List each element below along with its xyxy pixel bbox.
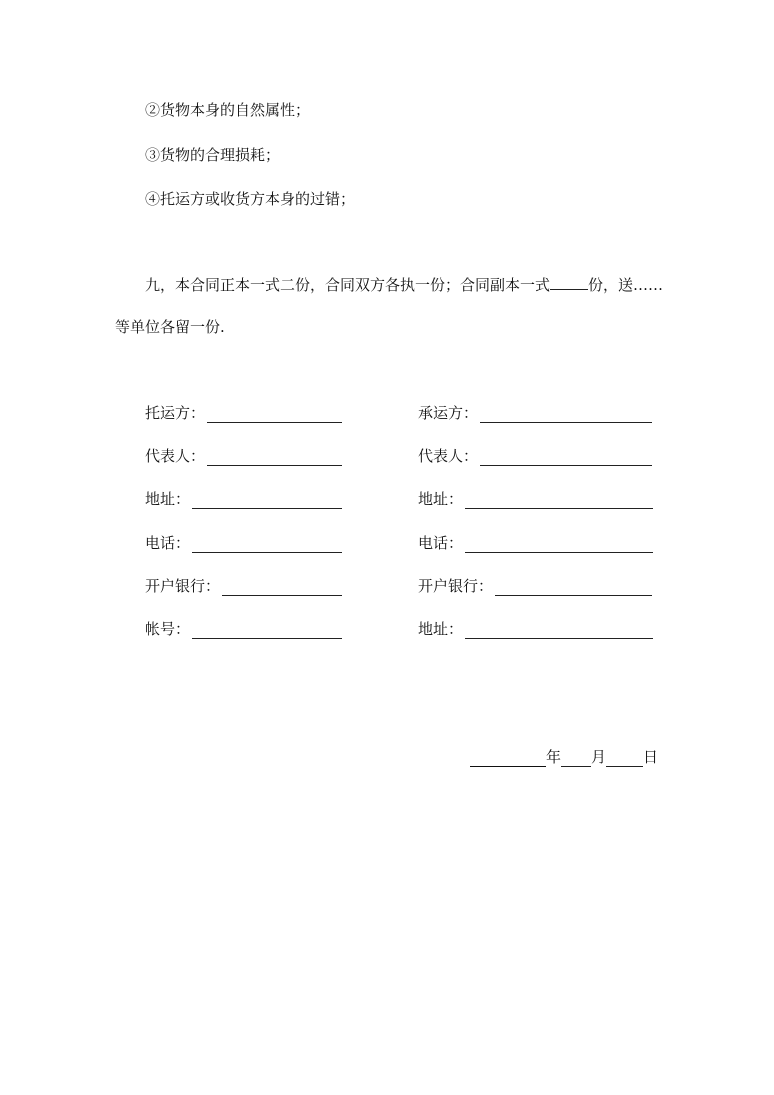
year-label: 年 [546,748,562,766]
year-blank[interactable] [470,751,546,767]
shipper-address-field [145,489,342,509]
shipper-bank-blank[interactable] [222,580,342,596]
clause-9-line-1 [145,274,663,295]
carrier-name-field [418,403,652,423]
month-label: 月 [591,748,607,766]
carrier-rep-field [418,446,652,466]
shipper-name-field [145,403,342,423]
carrier-address-blank[interactable] [465,493,653,509]
shipper-bank-label: 开户银行： [145,577,221,595]
shipper-phone-blank[interactable] [192,537,342,553]
carrier-rep-label: 代表人： [418,447,479,465]
shipper-name-label: 托运方： [145,404,206,422]
clause-item-3: ③货物的合理损耗； [145,146,281,164]
shipper-account-field [145,619,342,639]
carrier-address2-field [418,619,653,639]
shipper-address-blank[interactable] [192,493,342,509]
shipper-rep-label: 代表人： [145,447,206,465]
carrier-name-blank[interactable] [480,407,652,423]
carrier-phone-field [418,533,653,553]
carrier-address2-label: 地址： [418,620,464,638]
shipper-address-label: 地址： [145,490,191,508]
day-blank[interactable] [606,751,643,767]
carrier-address-field [418,489,653,509]
carrier-bank-blank[interactable] [495,580,652,596]
shipper-rep-blank[interactable] [207,450,342,466]
shipper-phone-field [145,533,342,553]
shipper-account-blank[interactable] [192,623,342,639]
clause-9-line-2: 等单位各留一份. [115,318,225,336]
carrier-rep-blank[interactable] [480,450,652,466]
carrier-name-label: 承运方： [418,404,479,422]
carrier-bank-field [418,576,652,596]
signing-date [470,747,658,767]
carrier-address2-blank[interactable] [465,623,653,639]
day-label: 日 [643,748,659,766]
carrier-address-label: 地址： [418,490,464,508]
clause-9-text-b: 份，送…… [588,276,664,294]
shipper-rep-field [145,446,342,466]
carrier-phone-blank[interactable] [465,537,653,553]
carrier-phone-label: 电话： [418,534,464,552]
clause-item-4: ④托运方或收货方本身的过错； [145,190,356,208]
clause-9-text-a: 九，本合同正本一式二份，合同双方各执一份；合同副本一式 [145,276,551,294]
carrier-bank-label: 开户银行： [418,577,494,595]
shipper-phone-label: 电话： [145,534,191,552]
shipper-name-blank[interactable] [207,407,342,423]
shipper-account-label: 帐号： [145,620,191,638]
shipper-bank-field [145,576,342,596]
month-blank[interactable] [561,751,591,767]
copies-count-blank[interactable] [550,274,588,290]
clause-item-2: ②货物本身的自然属性； [145,101,311,119]
